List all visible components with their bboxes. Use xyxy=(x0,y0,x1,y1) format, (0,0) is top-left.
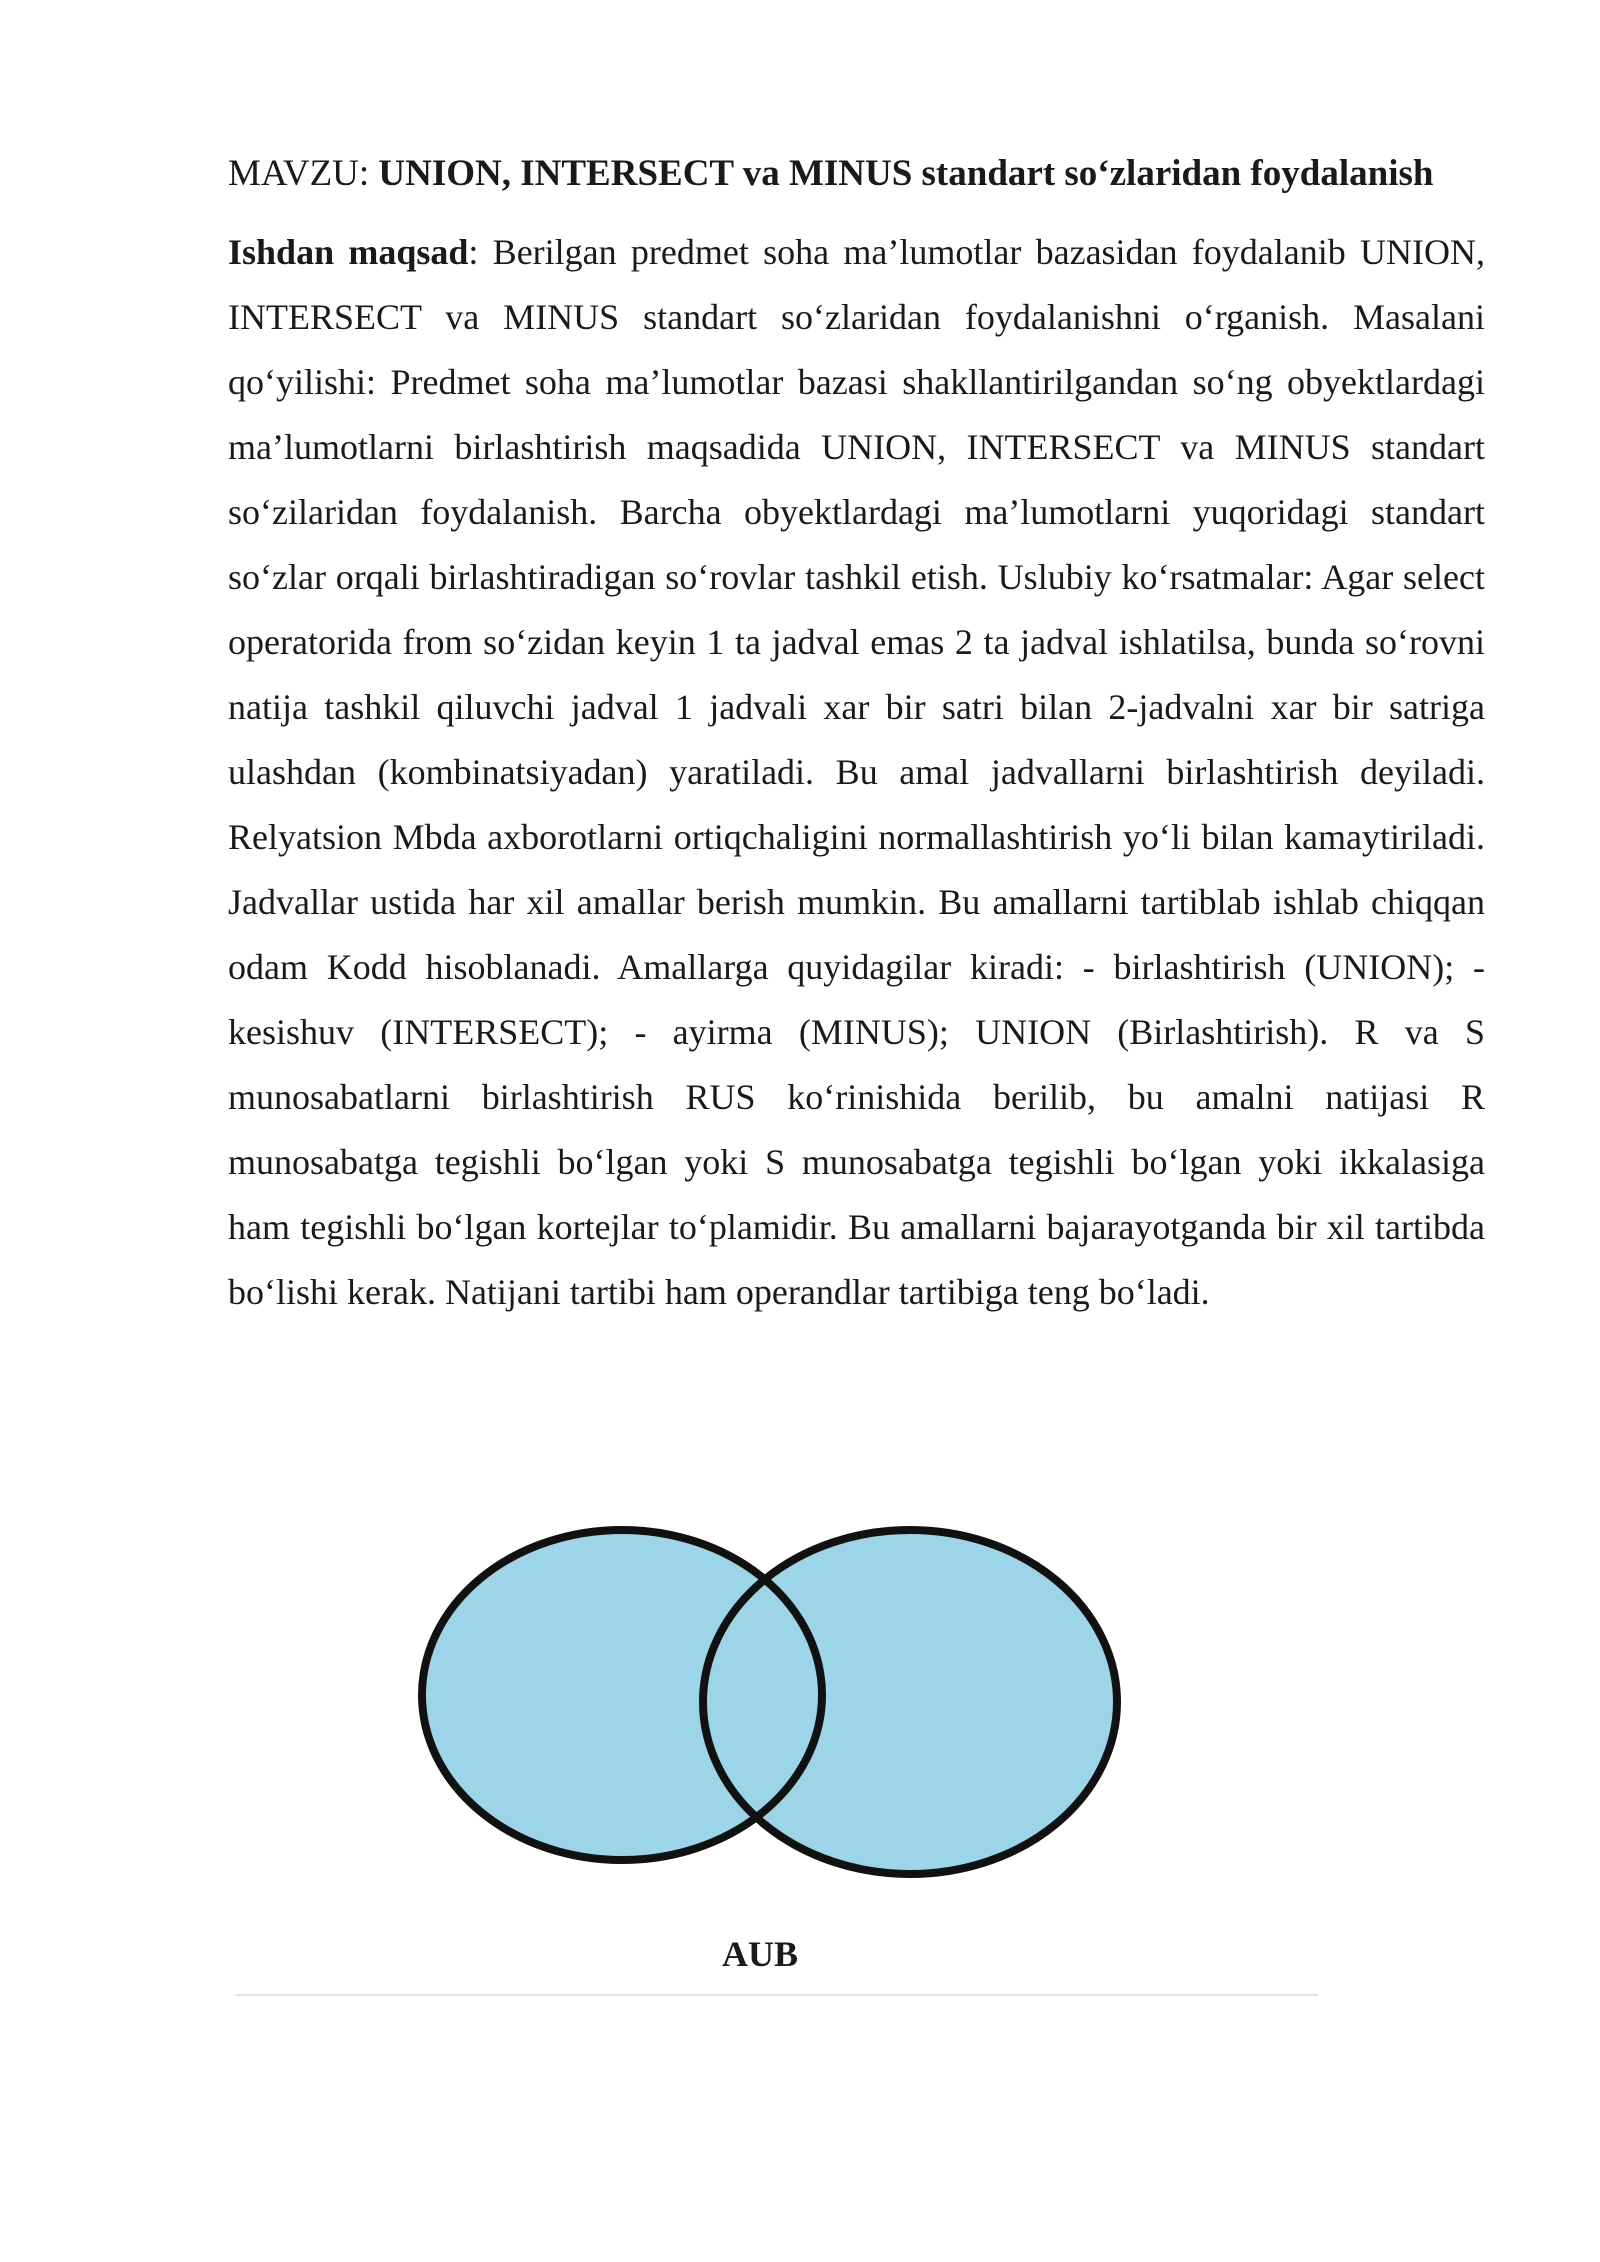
paragraph-lead: Ishdan maqsad xyxy=(228,232,469,272)
venn-diagram xyxy=(400,1520,1160,1880)
footer-divider xyxy=(236,1994,1318,1996)
title-prefix: MAVZU: xyxy=(228,153,379,194)
figure-caption: AUB xyxy=(721,1934,798,1974)
body-paragraph xyxy=(228,220,1485,1325)
paragraph-text: : Berilgan predmet soha ma’lumotlar bazasidan foydalanib UNION, INTERSECT va MINUS standart so‘zlaridan foydalanishni o‘rganish. Masalani qo‘yilishi: Predmet soha ma’lumotlar bazasi shakllantirilgandan so‘ng obyektlardagi ma’lumotlarni birlashtirish maqsadida UNION, INTERSECT va MINUS standart so‘zilaridan foydalanish. Barcha obyektlardagi ma’lumotlarni yuqoridagi standart so‘zlar orqali birlashtiradigan so‘rovlar tashkil etish. Uslubiy ko‘rsatmalar: Agar select operatorida from so‘zidan keyin 1 ta jadval emas 2 ta jadval ishlatilsa, bunda so‘rovni natija tashkil qiluvchi jadval 1 jadvali xar bir satri bilan 2-jadvalni xar bir satriga ulashdan (kombinatsiyadan) yaratiladi. Bu amal jadvallarni birlashtirish deyiladi. Relyatsion Mbda axborotlarni ortiqchaligini normallashtirish yo‘li bilan kamaytiriladi. Jadvallar ustida har xil amallar berish mumkin. Bu amallarni tartiblab ishlab chiqqan odam Kodd hisoblanadi. Amallarga quyidagilar kiradi: - birlashtirish (UNION); - kesishuv (INTERSECT); - ayirma (MINUS); UNION (Birlashtirish). R va S munosabatlarni birlashtirish RUS ko‘rinishida berilib, bu amalni natijasi R munosabatga tegishli bo‘lgan yoki S munosabatga tegishli bo‘lgan yoki ikkalasiga ham tegishli bo‘lgan kortejlar to‘plamidir. Bu amallarni bajarayotganda bir xil tartibda bo‘lishi kerak. Natijani tartibi ham operandlar tartibiga teng bo‘ladi. xyxy=(228,232,1486,1312)
title-main: UNION, INTERSECT va MINUS standart so‘zlaridan foydalanish xyxy=(378,153,1434,194)
page-title xyxy=(228,148,1488,200)
